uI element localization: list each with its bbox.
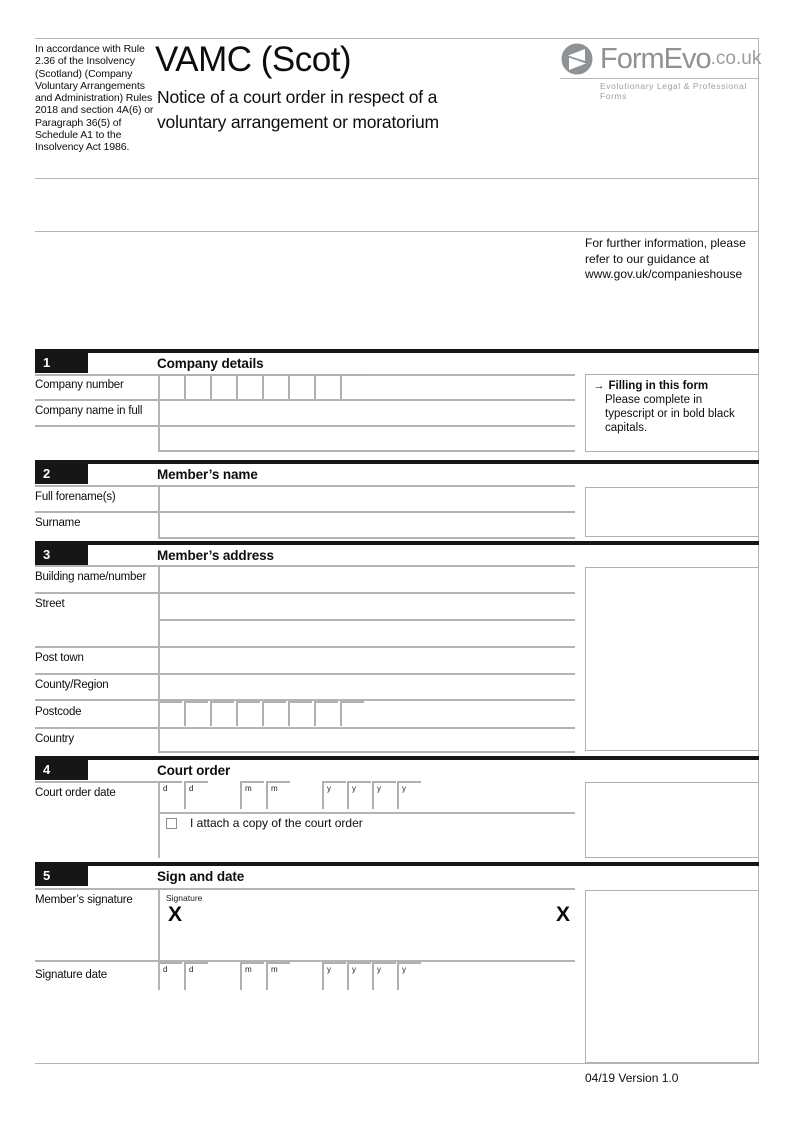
filling-in-form-title: Filling in this form	[608, 380, 709, 392]
row-rule	[158, 537, 575, 539]
formevo-logo	[560, 42, 762, 101]
signature-date-year-cell[interactable]	[347, 962, 371, 990]
postcode-cells	[158, 701, 366, 726]
signature-date-month-cell[interactable]	[266, 962, 290, 990]
date-letter: y	[377, 784, 381, 793]
section2-title: Member’s name	[157, 467, 258, 482]
court-date-month-cell[interactable]	[240, 781, 264, 809]
section2-notes-box	[585, 487, 758, 537]
header-top-rule	[35, 38, 759, 39]
court-date-day-cell[interactable]	[184, 781, 208, 809]
logo-domain-text: .co.uk	[710, 48, 762, 69]
date-letter: y	[352, 965, 356, 974]
row-rule	[158, 751, 575, 753]
date-letter: d	[189, 784, 194, 793]
section3-title: Member’s address	[157, 548, 274, 563]
signature-date-day-cell[interactable]	[184, 962, 208, 990]
member-signature-label: Member’s signature	[35, 894, 133, 906]
statute-note: In accordance with Rule 2.36 of the Insolvency (Scotland) (Company Voluntary Arrangements and Administration) Rules 2018 and section 4A(6) or Paragraph 36(5) of Schedule A1 to the Insolvency Act 1986.	[35, 43, 154, 154]
company-number-label: Company number	[35, 379, 124, 391]
court-date-year-cell[interactable]	[372, 781, 396, 809]
building-label: Building name/number	[35, 571, 147, 583]
company-number-cell[interactable]	[236, 374, 260, 399]
formevo-circle-icon	[560, 42, 594, 76]
company-number-cells	[158, 374, 366, 399]
company-number-cell[interactable]	[210, 374, 234, 399]
date-letter: m	[271, 965, 278, 974]
surname-input[interactable]	[160, 513, 573, 536]
column-rule	[158, 781, 160, 858]
date-letter: d	[163, 784, 168, 793]
section2-number-badge: 2	[35, 464, 88, 484]
signature-date-day-cell[interactable]	[158, 962, 182, 990]
section1-title: Company details	[157, 356, 264, 371]
header-divider-2	[35, 231, 759, 232]
postcode-cell[interactable]	[262, 701, 286, 726]
section4-number-badge: 4	[35, 760, 88, 780]
logo-brand-text: FormEvo	[600, 42, 711, 75]
section5-bar	[35, 862, 759, 866]
signature-x-mark-left: X	[168, 903, 183, 926]
court-date-year-cell[interactable]	[322, 781, 346, 809]
date-letter: d	[163, 965, 168, 974]
country-input[interactable]	[160, 729, 573, 750]
signature-input-area[interactable]	[160, 890, 573, 958]
form-code-title: VAMC (Scot)	[155, 40, 352, 79]
date-letter: y	[327, 784, 331, 793]
section5-notes-box	[585, 890, 758, 1063]
version-text: 04/19 Version 1.0	[585, 1071, 679, 1085]
signature-date-label: Signature date	[35, 969, 108, 981]
date-letter: y	[352, 784, 356, 793]
attach-court-order-checkbox[interactable]	[166, 818, 177, 829]
date-letter: y	[402, 965, 406, 974]
section3-notes-box	[585, 567, 758, 751]
section4-title: Court order	[157, 763, 231, 778]
signature-date-month-cell[interactable]	[240, 962, 264, 990]
section3-bar	[35, 541, 759, 545]
row-rule	[158, 450, 575, 452]
post-town-label: Post town	[35, 652, 84, 664]
court-date-year-cell[interactable]	[397, 781, 421, 809]
date-letter: y	[327, 965, 331, 974]
court-date-year-cell[interactable]	[347, 781, 371, 809]
post-town-input[interactable]	[160, 648, 573, 672]
building-input[interactable]	[160, 567, 573, 591]
section5-number-badge: 5	[35, 866, 88, 886]
signature-date-year-cell[interactable]	[322, 962, 346, 990]
further-info-note: For further information, please refer to our guidance at www.gov.uk/companieshouse	[585, 236, 746, 281]
company-number-cell[interactable]	[158, 374, 182, 399]
attach-court-order-label: I attach a copy of the court order	[190, 816, 363, 830]
row-rule	[158, 812, 575, 814]
date-letter: m	[245, 965, 252, 974]
column-rule	[158, 374, 160, 452]
court-date-month-cell[interactable]	[266, 781, 290, 809]
company-number-cell[interactable]	[288, 374, 312, 399]
arrow-icon: →	[593, 380, 605, 392]
row-rule	[158, 619, 575, 621]
column-rule	[158, 485, 160, 539]
county-label: County/Region	[35, 679, 109, 691]
postcode-cell[interactable]	[288, 701, 312, 726]
header-divider-1	[35, 178, 759, 179]
section3-number-badge: 3	[35, 545, 88, 565]
postcode-cell[interactable]	[210, 701, 234, 726]
row-rule	[35, 960, 575, 962]
signature-x-mark-right: X	[556, 903, 571, 926]
company-number-cell[interactable]	[262, 374, 286, 399]
court-date-day-cell[interactable]	[158, 781, 182, 809]
date-letter: y	[402, 784, 406, 793]
county-input[interactable]	[160, 675, 573, 698]
signature-date-year-cell[interactable]	[397, 962, 421, 990]
postcode-cell[interactable]	[340, 701, 364, 726]
company-number-cell[interactable]	[314, 374, 338, 399]
section4-notes-box	[585, 782, 758, 858]
court-order-date-label: Court order date	[35, 787, 116, 799]
filling-in-form-note-box	[585, 374, 758, 452]
section2-bar	[35, 460, 759, 464]
section1-bar	[35, 349, 759, 353]
filling-in-form-body: Please complete in typescript or in bold black capitals.	[605, 394, 735, 434]
section4-bar	[35, 756, 759, 760]
form-title: Notice of a court order in respect of a voluntary arrangement or moratorium	[157, 87, 439, 132]
company-number-cell[interactable]	[340, 374, 364, 399]
section1-number-badge: 1	[35, 353, 88, 373]
surname-label: Surname	[35, 517, 81, 529]
column-rule	[158, 888, 160, 990]
company-name-label: Company name in full	[35, 405, 143, 417]
postcode-cell[interactable]	[158, 701, 182, 726]
page-right-margin-rule	[758, 38, 759, 1064]
logo-tagline: Evolutionary Legal & Professional Forms	[560, 78, 758, 101]
postcode-label: Postcode	[35, 706, 82, 718]
postcode-cell[interactable]	[314, 701, 338, 726]
column-rule	[158, 565, 160, 753]
postcode-cell[interactable]	[236, 701, 260, 726]
country-label: Country	[35, 733, 74, 745]
postcode-cell[interactable]	[184, 701, 208, 726]
date-letter: m	[245, 784, 252, 793]
row-rule	[35, 781, 158, 783]
section5-title: Sign and date	[157, 869, 245, 884]
footer-rule	[35, 1063, 759, 1064]
forenames-input[interactable]	[160, 487, 573, 510]
date-letter: d	[189, 965, 194, 974]
row-rule	[35, 425, 575, 427]
date-letter: y	[377, 965, 381, 974]
signature-small-label: Signature	[166, 893, 203, 903]
street-label: Street	[35, 598, 65, 610]
company-number-cell[interactable]	[184, 374, 208, 399]
signature-date-year-cell[interactable]	[372, 962, 396, 990]
forenames-label: Full forename(s)	[35, 491, 116, 503]
date-letter: m	[271, 784, 278, 793]
